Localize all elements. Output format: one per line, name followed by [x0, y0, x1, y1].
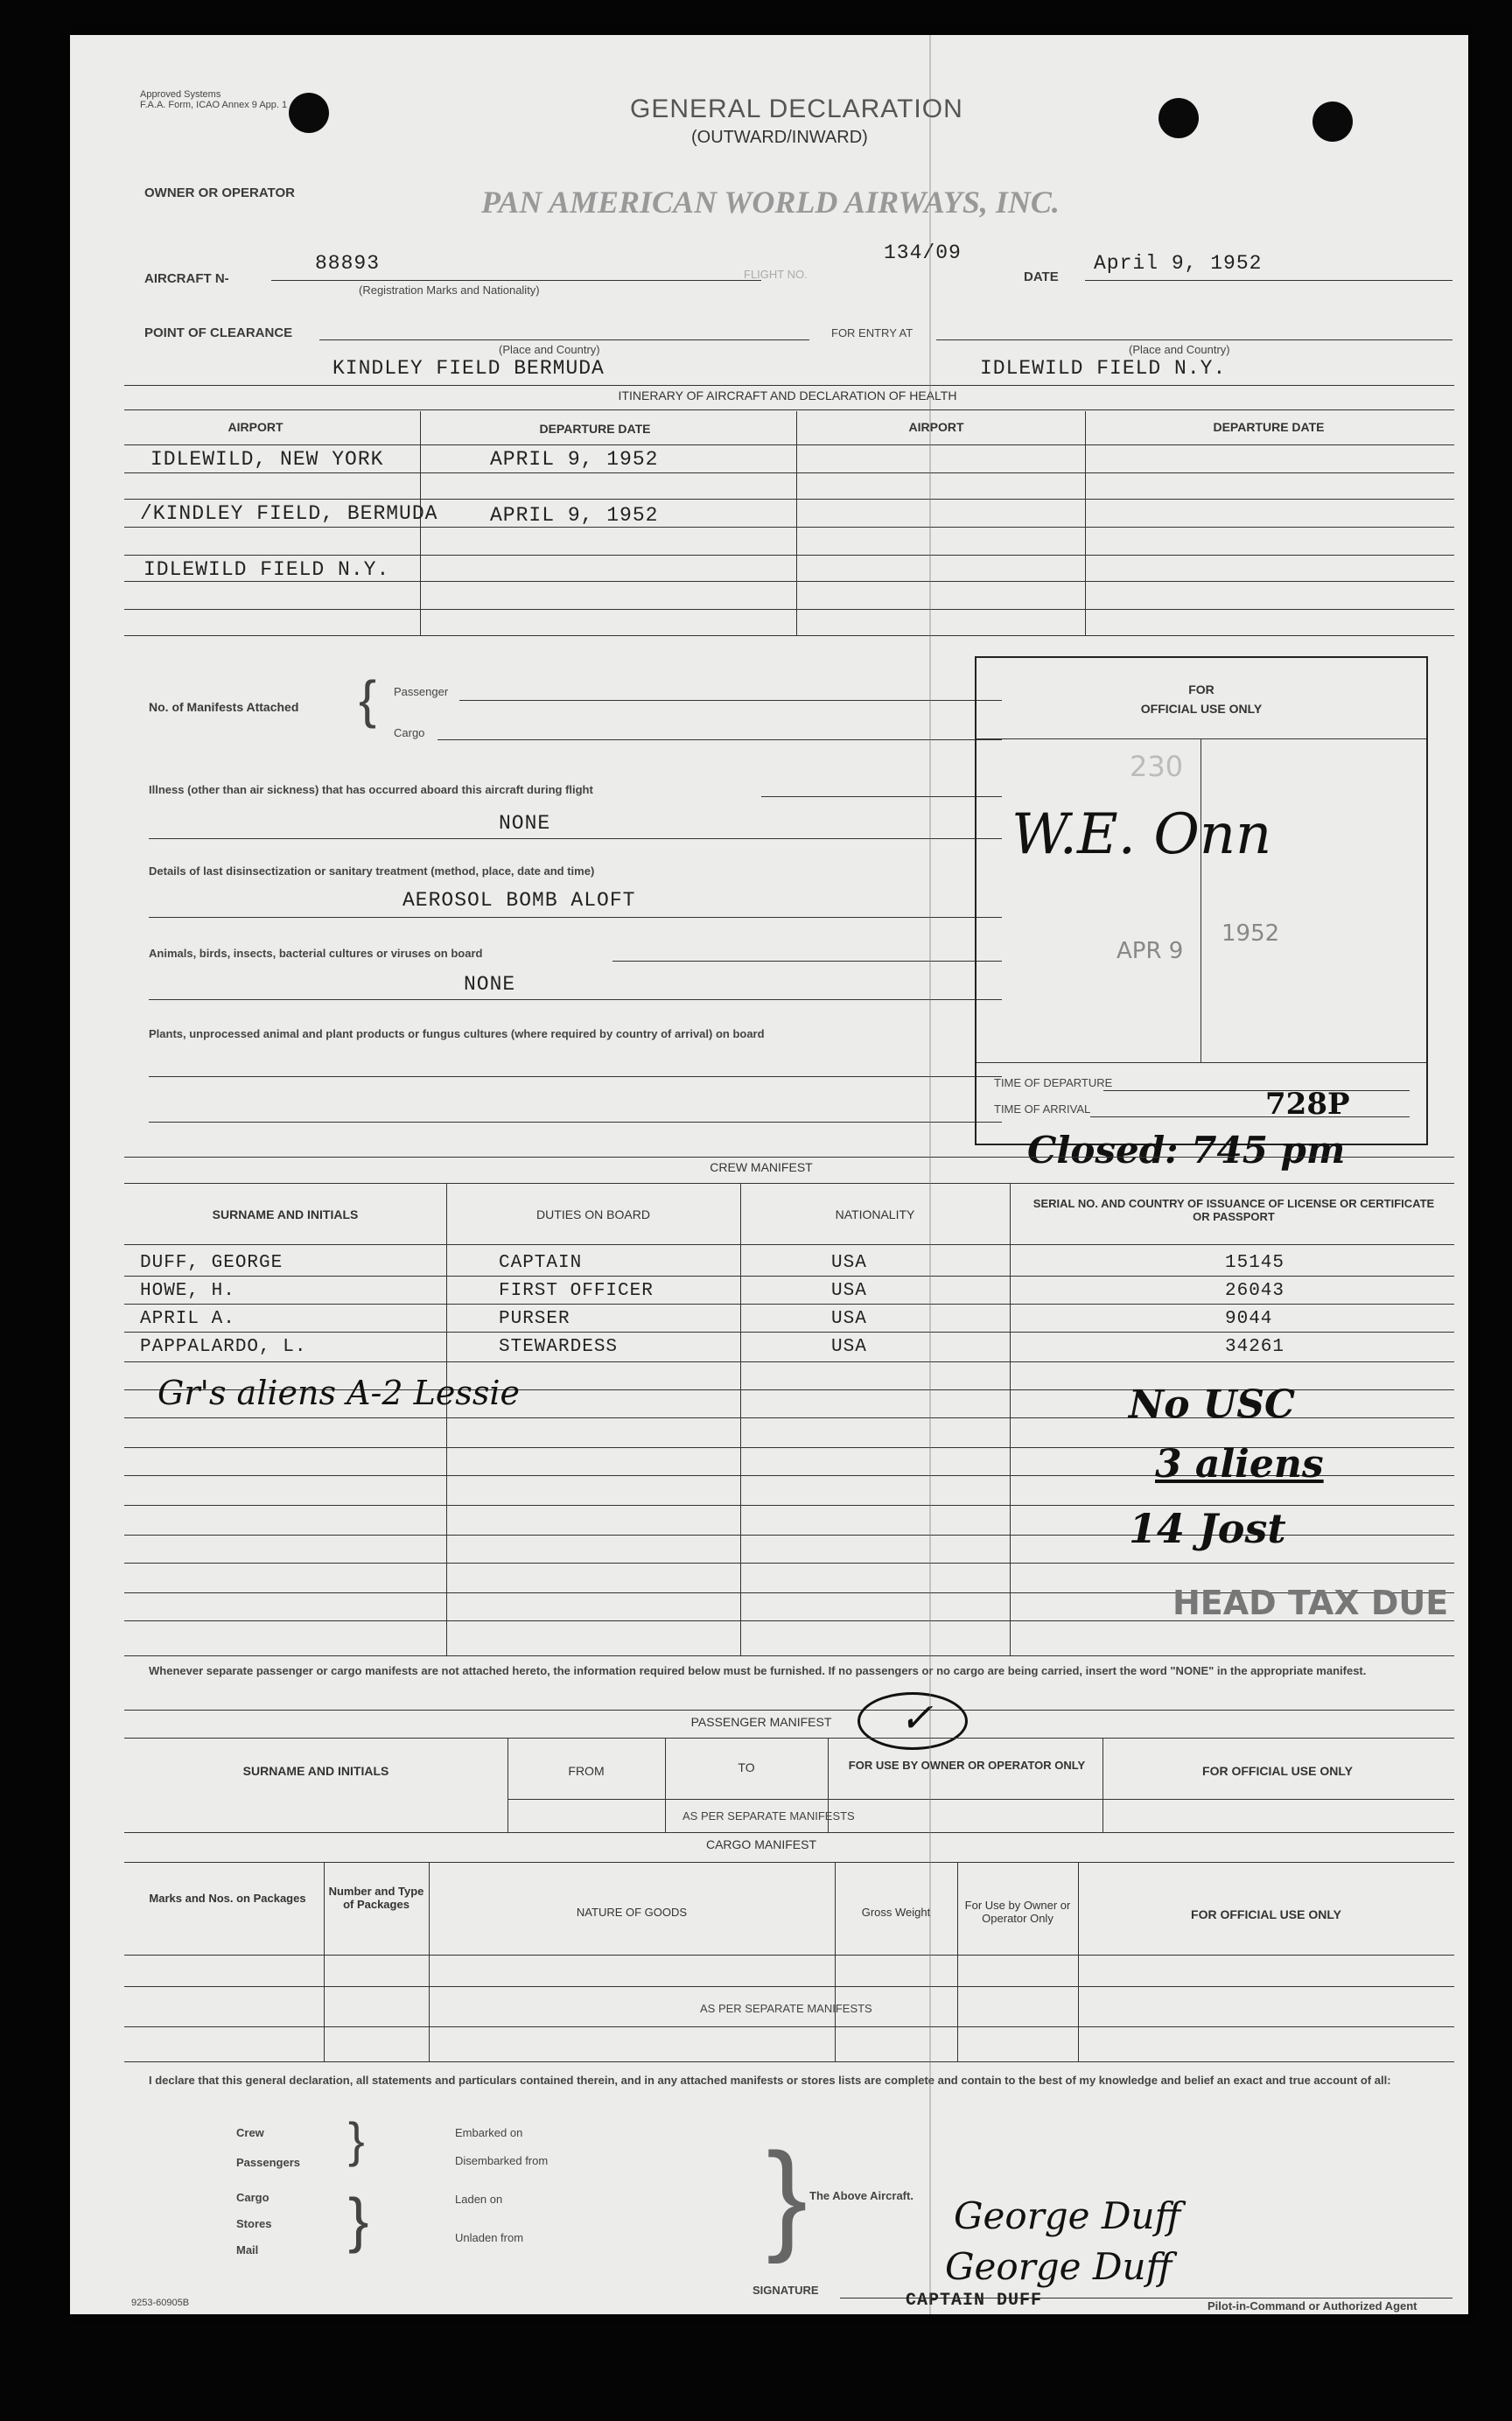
form-title: GENERAL DECLARATION — [630, 94, 963, 123]
itinerary-row-2-airport: /KINDLEY FIELD, BERMUDA — [140, 502, 438, 525]
cargo-separate: AS PER SEPARATE MANIFESTS — [700, 2002, 872, 2015]
cargo-col-official: FOR OFFICIAL USE ONLY — [1191, 1907, 1341, 1921]
cargo-col-marks: Marks and Nos. on Packages — [149, 1892, 306, 1905]
itinerary-row-2-date: APRIL 9, 1952 — [490, 504, 659, 527]
head-tax-stamp: HEAD TAX DUE — [1172, 1584, 1449, 1622]
passenger-label: Passenger — [394, 685, 449, 698]
decl-signature-label: SIGNATURE — [752, 2284, 819, 2297]
manifests-brace: { — [359, 670, 377, 729]
crew-handwritten-note: Gr's aliens A-2 Lessie — [158, 1374, 520, 1412]
decl-above-aircraft: The Above Aircraft. — [809, 2189, 914, 2202]
official-signature: W.E. Onn — [1012, 802, 1272, 867]
decl-brace-3: } — [766, 2127, 808, 2264]
punch-hole-far-right — [1312, 101, 1353, 142]
time-arrival-value: 728P — [1265, 1087, 1350, 1122]
flight-value: 134/09 — [884, 241, 962, 264]
decl-mail: Mail — [236, 2243, 259, 2257]
passenger-check-icon: ✓ — [900, 1694, 934, 1741]
cargo-heading: CARGO MANIFEST — [705, 1837, 816, 1851]
aircraft-value: 88893 — [315, 252, 381, 275]
decl-signature-1: George Duff — [954, 2194, 1181, 2237]
place-country-1: (Place and Country) — [499, 343, 600, 356]
crew-row-3-name: APRIL A. — [140, 1309, 235, 1329]
passenger-col-from: FROM — [568, 1764, 605, 1778]
itinerary-col-departure: DEPARTURE DATE — [539, 422, 651, 436]
stamp-date-month: APR 9 — [1116, 938, 1184, 964]
official-heading-1: FOR — [1188, 682, 1214, 696]
illness-label: Illness (other than air sickness) that has occurred aboard this aircraft during flight — [149, 783, 593, 796]
crew-row-1-name: DUFF, GEORGE — [140, 1253, 284, 1273]
crew-row-4-name: PAPPALARDO, L. — [140, 1337, 307, 1357]
form-number: 9253-60905B — [131, 2298, 190, 2308]
entry-label: FOR ENTRY AT — [831, 326, 914, 339]
passenger-separate: AS PER SEPARATE MANIFESTS — [682, 1809, 855, 1823]
passenger-col-to: TO — [738, 1760, 755, 1774]
itinerary-row-3-airport: IDLEWILD FIELD N.Y. — [144, 558, 390, 581]
crew-row-3-nat: USA — [831, 1309, 867, 1329]
punch-hole-right — [1158, 98, 1199, 138]
clearance-value: KINDLEY FIELD BERMUDA — [332, 357, 605, 380]
crew-row-3-duty: PURSER — [499, 1309, 570, 1329]
crew-hand-right-2: 3 aliens — [1155, 1442, 1324, 1487]
crew-hand-right-1: No USC — [1129, 1382, 1296, 1427]
crew-col-surname: SURNAME AND INITIALS — [212, 1207, 359, 1221]
crew-row-2-name: HOWE, H. — [140, 1281, 235, 1301]
cargo-col-weight: Gross Weight — [861, 1906, 931, 1919]
form-subtitle: (OUTWARD/INWARD) — [691, 128, 868, 147]
approval-note: Approved Systems F.A.A. Form, ICAO Annex 9 App. 1 — [140, 89, 288, 110]
decl-passengers: Passengers — [236, 2156, 300, 2169]
official-use-box — [975, 656, 1428, 1145]
itinerary-heading: ITINERARY OF AIRCRAFT AND DECLARATION OF HEALTH — [618, 388, 957, 402]
passenger-col-owner: FOR USE BY OWNER OR OPERATOR ONLY — [848, 1759, 1086, 1772]
clearance-label: POINT OF CLEARANCE — [144, 325, 293, 340]
decl-brace-2: } — [348, 2186, 369, 2254]
cargo-col-nature: NATURE OF GOODS — [576, 1906, 688, 1919]
owner-value: PAN AMERICAN WORLD AIRWAYS, INC. — [481, 185, 1060, 220]
itinerary-row-1-date: APRIL 9, 1952 — [490, 448, 659, 471]
itinerary-col-airport: AIRPORT — [228, 420, 284, 434]
owner-label: OWNER OR OPERATOR — [144, 185, 295, 200]
crew-hand-right-3: 14 Jost — [1129, 1505, 1286, 1552]
decl-brace-1: } — [348, 2112, 365, 2167]
crew-col-nationality: NATIONALITY — [835, 1207, 915, 1221]
decl-unladen: Unladen from — [455, 2231, 524, 2244]
illness-value: NONE — [499, 812, 551, 835]
animals-value: NONE — [464, 973, 516, 996]
cargo-label: Cargo — [394, 726, 425, 739]
cargo-col-number: Number and Type of Packages — [328, 1885, 424, 1911]
registration-note: (Registration Marks and Nationality) — [359, 283, 540, 297]
crew-col-duties: DUTIES ON BOARD — [536, 1207, 650, 1221]
date-label: DATE — [1024, 269, 1059, 284]
crew-row-1-nat: USA — [831, 1253, 867, 1273]
crew-row-4-duty: STEWARDESS — [499, 1337, 619, 1357]
declaration-text: I declare that this general declaration, all statements and particulars contained therein, and in any attached manifests or stores lists are complete and contain to the best of my knowledge and belief an exact and true account of all: — [149, 2074, 1391, 2087]
declaration-form — [70, 35, 1468, 2314]
crew-row-4-nat: USA — [831, 1337, 867, 1357]
stamp-date-year: 1952 — [1222, 920, 1280, 947]
time-arrival-label: TIME OF ARRIVAL — [994, 1102, 1091, 1116]
manifest-notice: Whenever separate passenger or cargo manifests are not attached hereto, the information required below must be furnished. If no passengers or no cargo are being carried, insert the word "NONE" in the appropriate manifest. — [149, 1664, 1367, 1677]
crew-row-4-serial: 34261 — [1225, 1337, 1285, 1357]
crew-col-serial: SERIAL NO. AND COUNTRY OF ISSUANCE OF LICENSE OR CERTIFICATE OR PASSPORT — [1032, 1197, 1435, 1223]
itinerary-row-1-airport: IDLEWILD, NEW YORK — [150, 448, 384, 471]
decl-disembarked: Disembarked from — [455, 2154, 549, 2167]
crew-row-2-duty: FIRST OFFICER — [499, 1281, 654, 1301]
paper-fold — [929, 35, 931, 2314]
itinerary-col-departure2: DEPARTURE DATE — [1213, 420, 1325, 434]
disinsect-value: AEROSOL BOMB ALOFT — [402, 889, 636, 912]
place-country-2: (Place and Country) — [1129, 343, 1230, 356]
decl-crew: Crew — [236, 2126, 264, 2139]
decl-signer: CAPTAIN DUFF — [906, 2291, 1043, 2311]
cargo-col-owner: For Use by Owner or Operator Only — [964, 1899, 1071, 1925]
crew-row-3-serial: 9044 — [1225, 1309, 1273, 1329]
decl-laden: Laden on — [455, 2193, 503, 2206]
decl-signer-role: Pilot-in-Command or Authorized Agent — [1208, 2299, 1418, 2313]
decl-embarked: Embarked on — [455, 2126, 523, 2139]
closed-note: Closed: 745 pm — [1027, 1129, 1346, 1172]
decl-signature-2: George Duff — [945, 2245, 1172, 2288]
time-departure-label: TIME OF DEPARTURE — [994, 1076, 1113, 1089]
manifests-label: No. of Manifests Attached — [149, 700, 299, 714]
date-value: April 9, 1952 — [1094, 252, 1263, 275]
crew-row-2-nat: USA — [831, 1281, 867, 1301]
passenger-col-surname: SURNAME AND INITIALS — [242, 1764, 389, 1778]
itinerary-col-airport2: AIRPORT — [908, 420, 964, 434]
stamp-number: 230 — [1130, 750, 1184, 783]
entry-value: IDLEWILD FIELD N.Y. — [980, 357, 1227, 380]
crew-row-2-serial: 26043 — [1225, 1281, 1285, 1301]
decl-stores: Stores — [236, 2217, 272, 2230]
passenger-col-official: FOR OFFICIAL USE ONLY — [1202, 1764, 1353, 1778]
aircraft-label: AIRCRAFT N- — [144, 271, 229, 286]
official-heading-2: OFFICIAL USE ONLY — [1140, 702, 1263, 716]
crew-heading: CREW MANIFEST — [710, 1160, 813, 1174]
disinsect-label: Details of last disinsectization or sanitary treatment (method, place, date and time) — [149, 864, 595, 878]
passenger-heading: PASSENGER MANIFEST — [690, 1715, 832, 1729]
crew-row-1-duty: CAPTAIN — [499, 1253, 583, 1273]
plants-label: Plants, unprocessed animal and plant products or fungus cultures (where required by country of arrival) on board — [149, 1027, 765, 1040]
decl-cargo: Cargo — [236, 2191, 270, 2204]
crew-row-1-serial: 15145 — [1225, 1253, 1285, 1273]
animals-label: Animals, birds, insects, bacterial cultures or viruses on board — [149, 947, 483, 960]
flight-label: FLIGHT NO. — [744, 268, 808, 281]
